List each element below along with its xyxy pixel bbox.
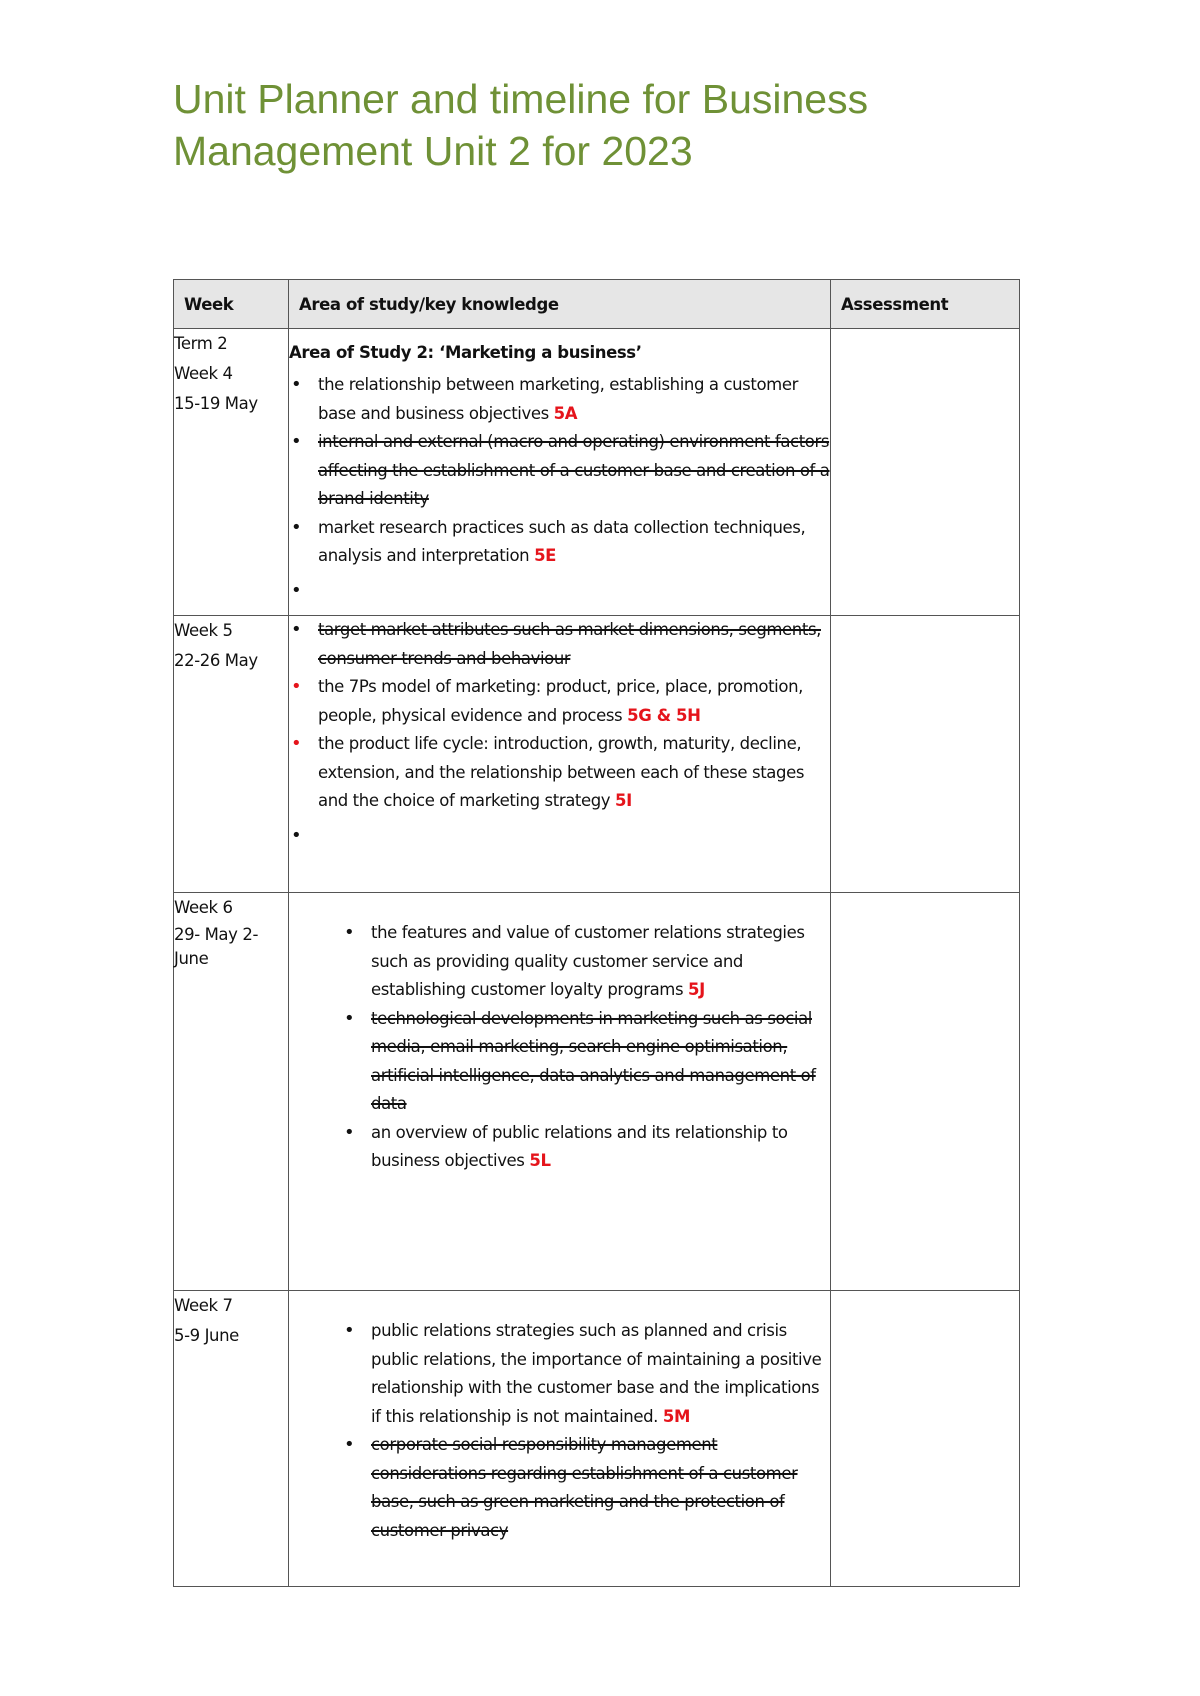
bullet-icon: • — [344, 1007, 355, 1029]
code-badge: 5G & 5H — [627, 705, 701, 725]
list-item — [289, 1431, 830, 1545]
list-item — [289, 673, 830, 730]
week-cell — [174, 329, 289, 616]
area-cell — [289, 616, 831, 893]
bullet-icon: • — [291, 431, 302, 452]
assessment-cell — [831, 893, 1020, 1291]
week-line: Week 7 — [174, 1296, 233, 1315]
list-item — [289, 1317, 830, 1431]
page-title — [173, 73, 1073, 177]
list-item — [289, 616, 830, 673]
week-cell — [174, 1291, 289, 1587]
list-item — [289, 822, 830, 851]
list-item — [289, 1005, 830, 1119]
week-line: Week 4 — [174, 364, 233, 383]
item-text: the 7Ps model of marketing: product, price, place, promotion, people, physical evidence and process — [318, 677, 803, 725]
page-title-line-2: Management Unit 2 for 2023 — [173, 128, 693, 174]
item-text: market research practices such as data collection techniques, analysis and interpretation — [318, 517, 806, 565]
bullet-icon: • — [344, 1320, 355, 1341]
week-line: 5-9 June — [174, 1326, 239, 1345]
list-item — [289, 428, 830, 514]
bullet-icon: • — [291, 619, 302, 640]
bullet-icon: • — [344, 922, 355, 943]
area-cell — [289, 1291, 831, 1587]
header-assessment: Assessment — [831, 280, 1020, 329]
bullet-icon: • — [291, 579, 302, 601]
item-text: public relations strategies such as planned and crisis public relations, the importance of maintaining a positive relationship with the customer base and the implications if this relationship is not maintained. — [371, 1321, 822, 1426]
list-item — [289, 1119, 830, 1176]
item-text: an overview of public relations and its relationship to business objectives — [371, 1122, 788, 1170]
bullet-icon: • — [291, 824, 302, 846]
week-line: 29- May 2- — [174, 925, 259, 944]
code-badge: 5J — [688, 980, 705, 999]
code-badge: 5L — [529, 1151, 551, 1170]
item-text-struck: internal and external (macro and operating) environment factors affecting the establishment of a customer base and creation of a brand identity — [318, 432, 830, 508]
table-row — [174, 329, 1020, 616]
week-line: Week 6 — [174, 898, 233, 917]
week-line: Week 5 — [174, 621, 233, 640]
list-item — [289, 514, 830, 571]
table-row — [174, 616, 1020, 893]
key-knowledge-list — [289, 1317, 830, 1545]
list-item — [289, 730, 830, 816]
code-badge: 5E — [534, 546, 557, 565]
page-title-line-1: Unit Planner and timeline for Business — [173, 76, 869, 122]
list-item — [289, 577, 830, 606]
item-text-struck: technological developments in marketing such as social media, email marketing, search engine optimisation, artificial intelligence, data analytics and management of data — [371, 1008, 816, 1113]
item-text: the relationship between marketing, establishing a customer base and business objectives — [318, 375, 798, 423]
bullet-icon: • — [344, 1121, 355, 1143]
area-of-study-title: Area of Study 2: ‘Marketing a business’ — [289, 343, 642, 362]
list-item — [289, 371, 830, 428]
table-row — [174, 1291, 1020, 1587]
header-area: Area of study/key knowledge — [289, 280, 831, 329]
area-cell — [289, 329, 831, 616]
bullet-icon: • — [291, 516, 302, 538]
week-line: 22-26 May — [174, 651, 258, 670]
week-line: 15-19 May — [174, 394, 258, 413]
assessment-cell — [831, 1291, 1020, 1587]
table-row — [174, 893, 1020, 1291]
unit-planner-table — [173, 279, 1020, 1587]
item-text: the product life cycle: introduction, growth, maturity, decline, extension, and the relationship between each of these stages and the choice of marketing strategy — [318, 734, 805, 810]
table-header-row — [174, 280, 1020, 329]
assessment-cell — [831, 329, 1020, 616]
bullet-icon: • — [344, 1434, 355, 1455]
area-cell — [289, 893, 831, 1291]
week-cell — [174, 893, 289, 1291]
bullet-icon: • — [291, 374, 302, 395]
item-text-struck: corporate social responsibility management considerations regarding establishment of a customer base, such as green marketing and the protection of customer privacy — [371, 1435, 798, 1540]
assessment-cell — [831, 616, 1020, 893]
item-text: the features and value of customer relations strategies such as providing quality customer service and establishing customer loyalty programs — [371, 923, 805, 999]
week-cell — [174, 616, 289, 893]
header-week: Week — [174, 280, 289, 329]
code-badge: 5M — [662, 1406, 691, 1426]
key-knowledge-list — [289, 371, 830, 605]
week-line: Term 2 — [174, 334, 228, 353]
item-text-struck: target market attributes such as market dimensions, segments, consumer trends and behaviour — [318, 620, 821, 668]
code-badge: 5A — [553, 403, 578, 423]
bullet-icon: • — [291, 676, 302, 697]
code-badge: 5I — [615, 791, 632, 810]
list-item — [289, 919, 830, 1005]
week-line: June — [174, 949, 209, 968]
key-knowledge-list — [289, 919, 830, 1176]
key-knowledge-list — [289, 616, 830, 850]
bullet-icon: • — [291, 733, 302, 754]
